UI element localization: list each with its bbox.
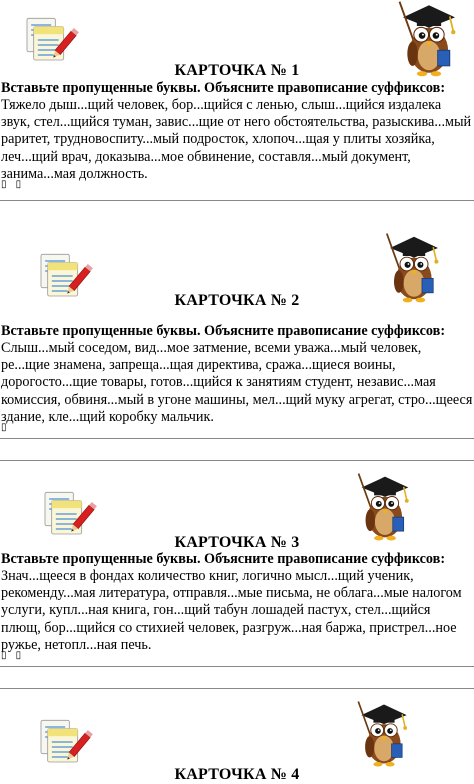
divider-line xyxy=(0,460,474,461)
card-title: КАРТОЧКА № 4 xyxy=(174,766,300,783)
divider-line xyxy=(0,688,474,689)
card-1 xyxy=(0,0,474,200)
owl-teacher-icon xyxy=(355,700,413,768)
card-title: КАРТОЧКА № 1 xyxy=(174,62,300,79)
card-text: Слыш...мый соседом, вид...мое затмение, всеми уважа...мый человек, ре...щие знамена, запреща...щая директива, сража...щиеся воины, дорогосто...щие товары, готов...щийся к занятиям студент, независ...мая комиссия, обвиня...мый в угоне машины, мел...щий муку агрегат, стро...щееся здание, кле...щий коробку мальчик. xyxy=(1,340,473,425)
divider-line xyxy=(0,200,474,201)
owl-teacher-icon xyxy=(355,472,415,542)
card-title: КАРТОЧКА № 2 xyxy=(174,292,300,309)
card-instruction: Вставьте пропущенные буквы. Объясните правописание суффиксов: xyxy=(1,80,446,96)
divider-line xyxy=(0,438,474,439)
placeholder-glyphs: ▯ ▯ xyxy=(1,650,25,661)
notes-pencil-icon xyxy=(22,12,82,68)
card-title: КАРТОЧКА № 3 xyxy=(174,534,300,551)
divider-line xyxy=(0,666,474,667)
notes-pencil-icon xyxy=(36,714,96,770)
card-text: Тяжело дыш...щий человек, бор...щийся с ленью, слыш...щийся издалека звук, стел...щийся туман, завис...щие от него обстоятельства, разыскива...мый раритет, трудновоспиту...мый подросток, хлопоч...щая у плиты хозяйка, леч...щий врач, доказыва...мое обвинение, составля...мый документ, занима...мая должность. xyxy=(1,97,472,182)
card-text: Знач...щееся в фондах количество книг, логично мысл...щий ученик, рекоменду...мая литература, отправля...мые письма, не облага...мые налогом услуги, купл...ная книга, гон...щий табун лошадей пастух, стел...щийся плющ, бор...щийся со стихией человек, разгруж...ная баржа, пристрел...ное ружье, нетопл...ная печь. xyxy=(1,568,462,653)
card-instruction: Вставьте пропущенные буквы. Объясните правописание суффиксов: xyxy=(1,551,446,567)
placeholder-glyphs: ▯ ▯ xyxy=(1,179,25,190)
placeholder-glyphs: ▯ xyxy=(1,422,10,433)
card-instruction: Вставьте пропущенные буквы. Объясните правописание суффиксов: xyxy=(1,323,446,339)
